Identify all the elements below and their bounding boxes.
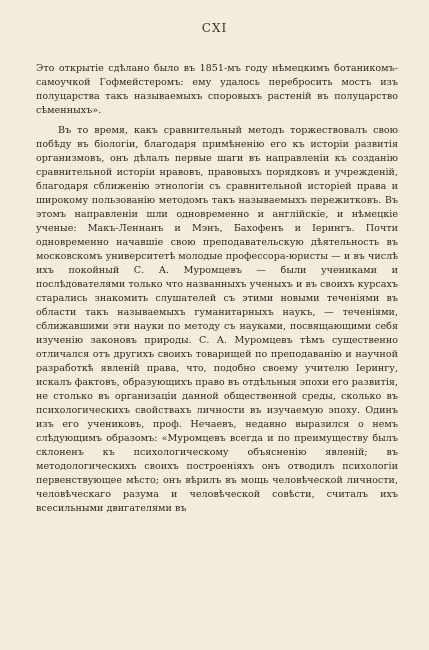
page-number: CXI <box>201 21 228 35</box>
paragraph-2: Въ то время, какъ сравнительный методъ торжествовалъ свою побѣду въ біологіи, благодаря примѣненію его къ исторіи развитія организмовъ, онъ дѣлалъ первые шаги въ направленіи къ созданію сравнительной исторіи нравовъ, правовыхъ порядковъ и учрежденій, благодаря сближенію этнологіи съ сравнительной исторіей права и широкому пользованію методомъ такъ называемыхъ пережитковъ. Въ этомъ направленіи шли одновременно и англійскіе, и нѣмецкіе ученые: Макъ-Леннанъ и Мэнъ, Бахофенъ и Іерингъ. Почти одновременно начавшіе свою преподавательскую дѣятельность въ московскомъ университетѣ молодые профессора-юристы — и въ числѣ ихъ покойный С. А. Муромцевъ — были учениками и послѣдователями только что названныхъ ученыхъ и въ своихъ курсахъ старались знакомить слушателей съ этими новыми теченіями въ области такъ называемыхъ гуманитарныхъ наукъ, — теченіями, сближавшими эти науки по методу съ науками, посвящающими себя изученію законовъ природы. С. А. Муромцевъ тѣмъ существенно отличался отъ другихъ своихъ товарищей по преподаванію и научной разработкѣ явленій права, что, подобно своему учителю Іерингу, искалъ фактовъ, образующихъ право въ отдѣльныя эпохи его развитія, не столько въ организаціи данной общественной среды, сколько въ психологическихъ свойствахъ личности въ изучаемую эпоху. Одинъ изъ его учениковъ, проф. Нечаевъ, недавно выразился о немъ слѣдующимъ образомъ: «Муромцевъ всегда и по преимуществу былъ склоненъ къ психологическому объясненію явленій; въ методологическихъ своихъ построеніяхъ онъ отводилъ психологіи первенствующее мѣсто; онъ вѣрилъ въ мощь человѣческой личности, человѣческаго разума и человѣческой совѣсти, считалъ ихъ всесильными двигателями въ <box>36 125 398 514</box>
paragraph-1: Это открытіе сдѣлано было въ 1851-мъ году нѣмецкимъ ботаникомъ-самоучкой Гофмейстеромъ: ему удалось перебросить мостъ изъ полуцарства такъ называемыхъ споровыхъ растеній въ полуцарство сѣменныхъ». <box>36 63 398 116</box>
body-text <box>36 62 398 516</box>
